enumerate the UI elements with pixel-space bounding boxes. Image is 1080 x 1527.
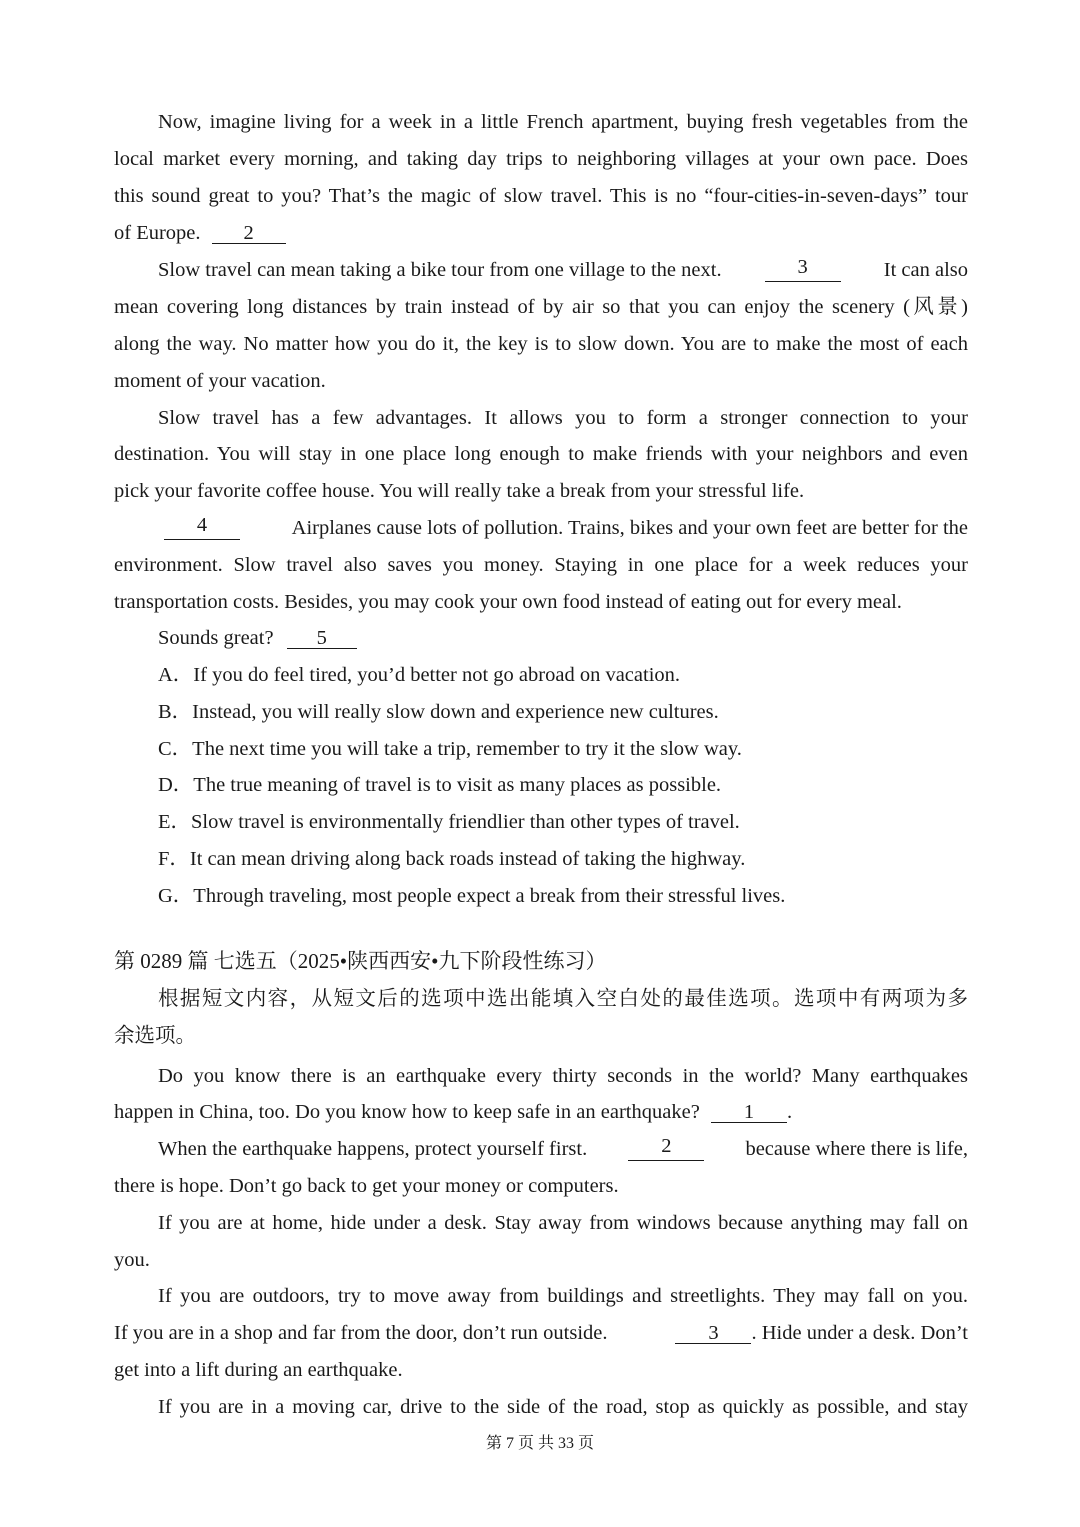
text-line: [158, 258, 968, 282]
text-line: you.: [114, 1249, 150, 1271]
section-heading: 第 0289 篇 七选五（2025•陕西西安•九下阶段性练习）: [114, 949, 607, 973]
text-span: . Hide under a desk. Don’t: [751, 1322, 968, 1344]
option-g: G．Through traveling, most people expect a break from their stressful lives.: [158, 885, 786, 907]
text-line: [158, 626, 968, 650]
answer-blank[interactable]: 1: [711, 1103, 787, 1123]
text-line: Now, imagine living for a week in a little French apartment, buying fresh vegetables from the: [158, 111, 968, 133]
text-span: happen in China, too. Do you know how to keep safe in an earthquake?: [114, 1101, 700, 1123]
text-line: If you are outdoors, try to move away from buildings and streetlights. They may fall on you.: [158, 1285, 968, 1307]
page-footer: 第 7 页 共 33 页: [485, 1435, 594, 1452]
text-span: Sounds great?: [158, 627, 274, 649]
text-line: transportation costs. Besides, you may cook your own food instead of eating out for every meal.: [114, 591, 902, 613]
text-line: Do you know there is an earthquake every thirty seconds in the world? Many earthquakes: [158, 1065, 968, 1087]
text-line: there is hope. Don’t go back to get your money or computers.: [114, 1175, 619, 1197]
text-line: If you are in a moving car, drive to the side of the road, stop as quickly as possible, and stay: [158, 1396, 968, 1418]
text-span: because where there is life,: [745, 1138, 968, 1160]
text-span: of Europe.: [114, 222, 201, 244]
text-line: Slow travel has a few advantages. It allows you to form a stronger connection to your: [158, 407, 968, 429]
answer-blank[interactable]: 5: [287, 629, 357, 649]
text-line: [164, 516, 968, 540]
text-span: Airplanes cause lots of pollution. Trains, bikes and your own feet are better for the: [291, 517, 968, 539]
text-line: pick your favorite coffee house. You will really take a break from your stressful life.: [114, 480, 805, 502]
instruction-line: 根据短文内容，从短文后的选项中选出能填入空白处的最佳选项。选项中有两项为多: [158, 988, 968, 1010]
option-a: A．If you do feel tired, you’d better not go abroad on vacation.: [158, 664, 681, 686]
text-line: moment of your vacation.: [114, 370, 326, 392]
option-b: B．Instead, you will really slow down and experience new cultures.: [158, 701, 719, 723]
text-line: get into a lift during an earthquake.: [114, 1359, 403, 1381]
instruction-line: 余选项。: [114, 1025, 196, 1047]
answer-blank[interactable]: 3: [765, 258, 841, 282]
text-line: destination. You will stay in one place long enough to make friends with your neighbors and even: [114, 443, 968, 465]
option-e: E．Slow travel is environmentally friendlier than other types of travel.: [158, 811, 740, 833]
text-line: along the way. No matter how you do it, the key is to slow down. You are to make the most of each: [114, 333, 968, 355]
option-c: C．The next time you will take a trip, remember to try it the slow way.: [158, 738, 742, 760]
text-span: If you are in a shop and far from the door, don’t run outside.: [114, 1322, 608, 1344]
text-line: [114, 1321, 968, 1345]
text-line: this sound great to you? That’s the magic of slow travel. This is no “four-cities-in-seven-days” tour: [114, 185, 968, 207]
text-span: When the earthquake happens, protect yourself first.: [158, 1138, 588, 1160]
text-line: If you are at home, hide under a desk. Stay away from windows because anything may fall on: [158, 1212, 968, 1234]
text-line: local market every morning, and taking day trips to neighboring villages at your own pace. Does: [114, 148, 968, 170]
text-line: mean covering long distances by train instead of by air so that you can enjoy the scenery (风景): [114, 296, 968, 318]
text-span: .: [786, 1101, 793, 1123]
text-line: [158, 1137, 968, 1161]
answer-blank[interactable]: 3: [675, 1324, 751, 1344]
text-span: Slow travel can mean taking a bike tour from one village to the next.: [158, 259, 722, 281]
option-d: D．The true meaning of travel is to visit as many places as possible.: [158, 774, 722, 796]
answer-blank[interactable]: 2: [212, 224, 286, 244]
text-span: It can also: [883, 259, 968, 281]
option-f: F．It can mean driving along back roads instead of taking the highway.: [158, 848, 746, 870]
answer-blank[interactable]: 4: [164, 516, 240, 540]
answer-blank[interactable]: 2: [628, 1137, 704, 1161]
text-line: [114, 221, 968, 245]
text-line: environment. Slow travel also saves you money. Staying in one place for a week reduces your: [114, 554, 968, 576]
text-line: [114, 1100, 968, 1124]
